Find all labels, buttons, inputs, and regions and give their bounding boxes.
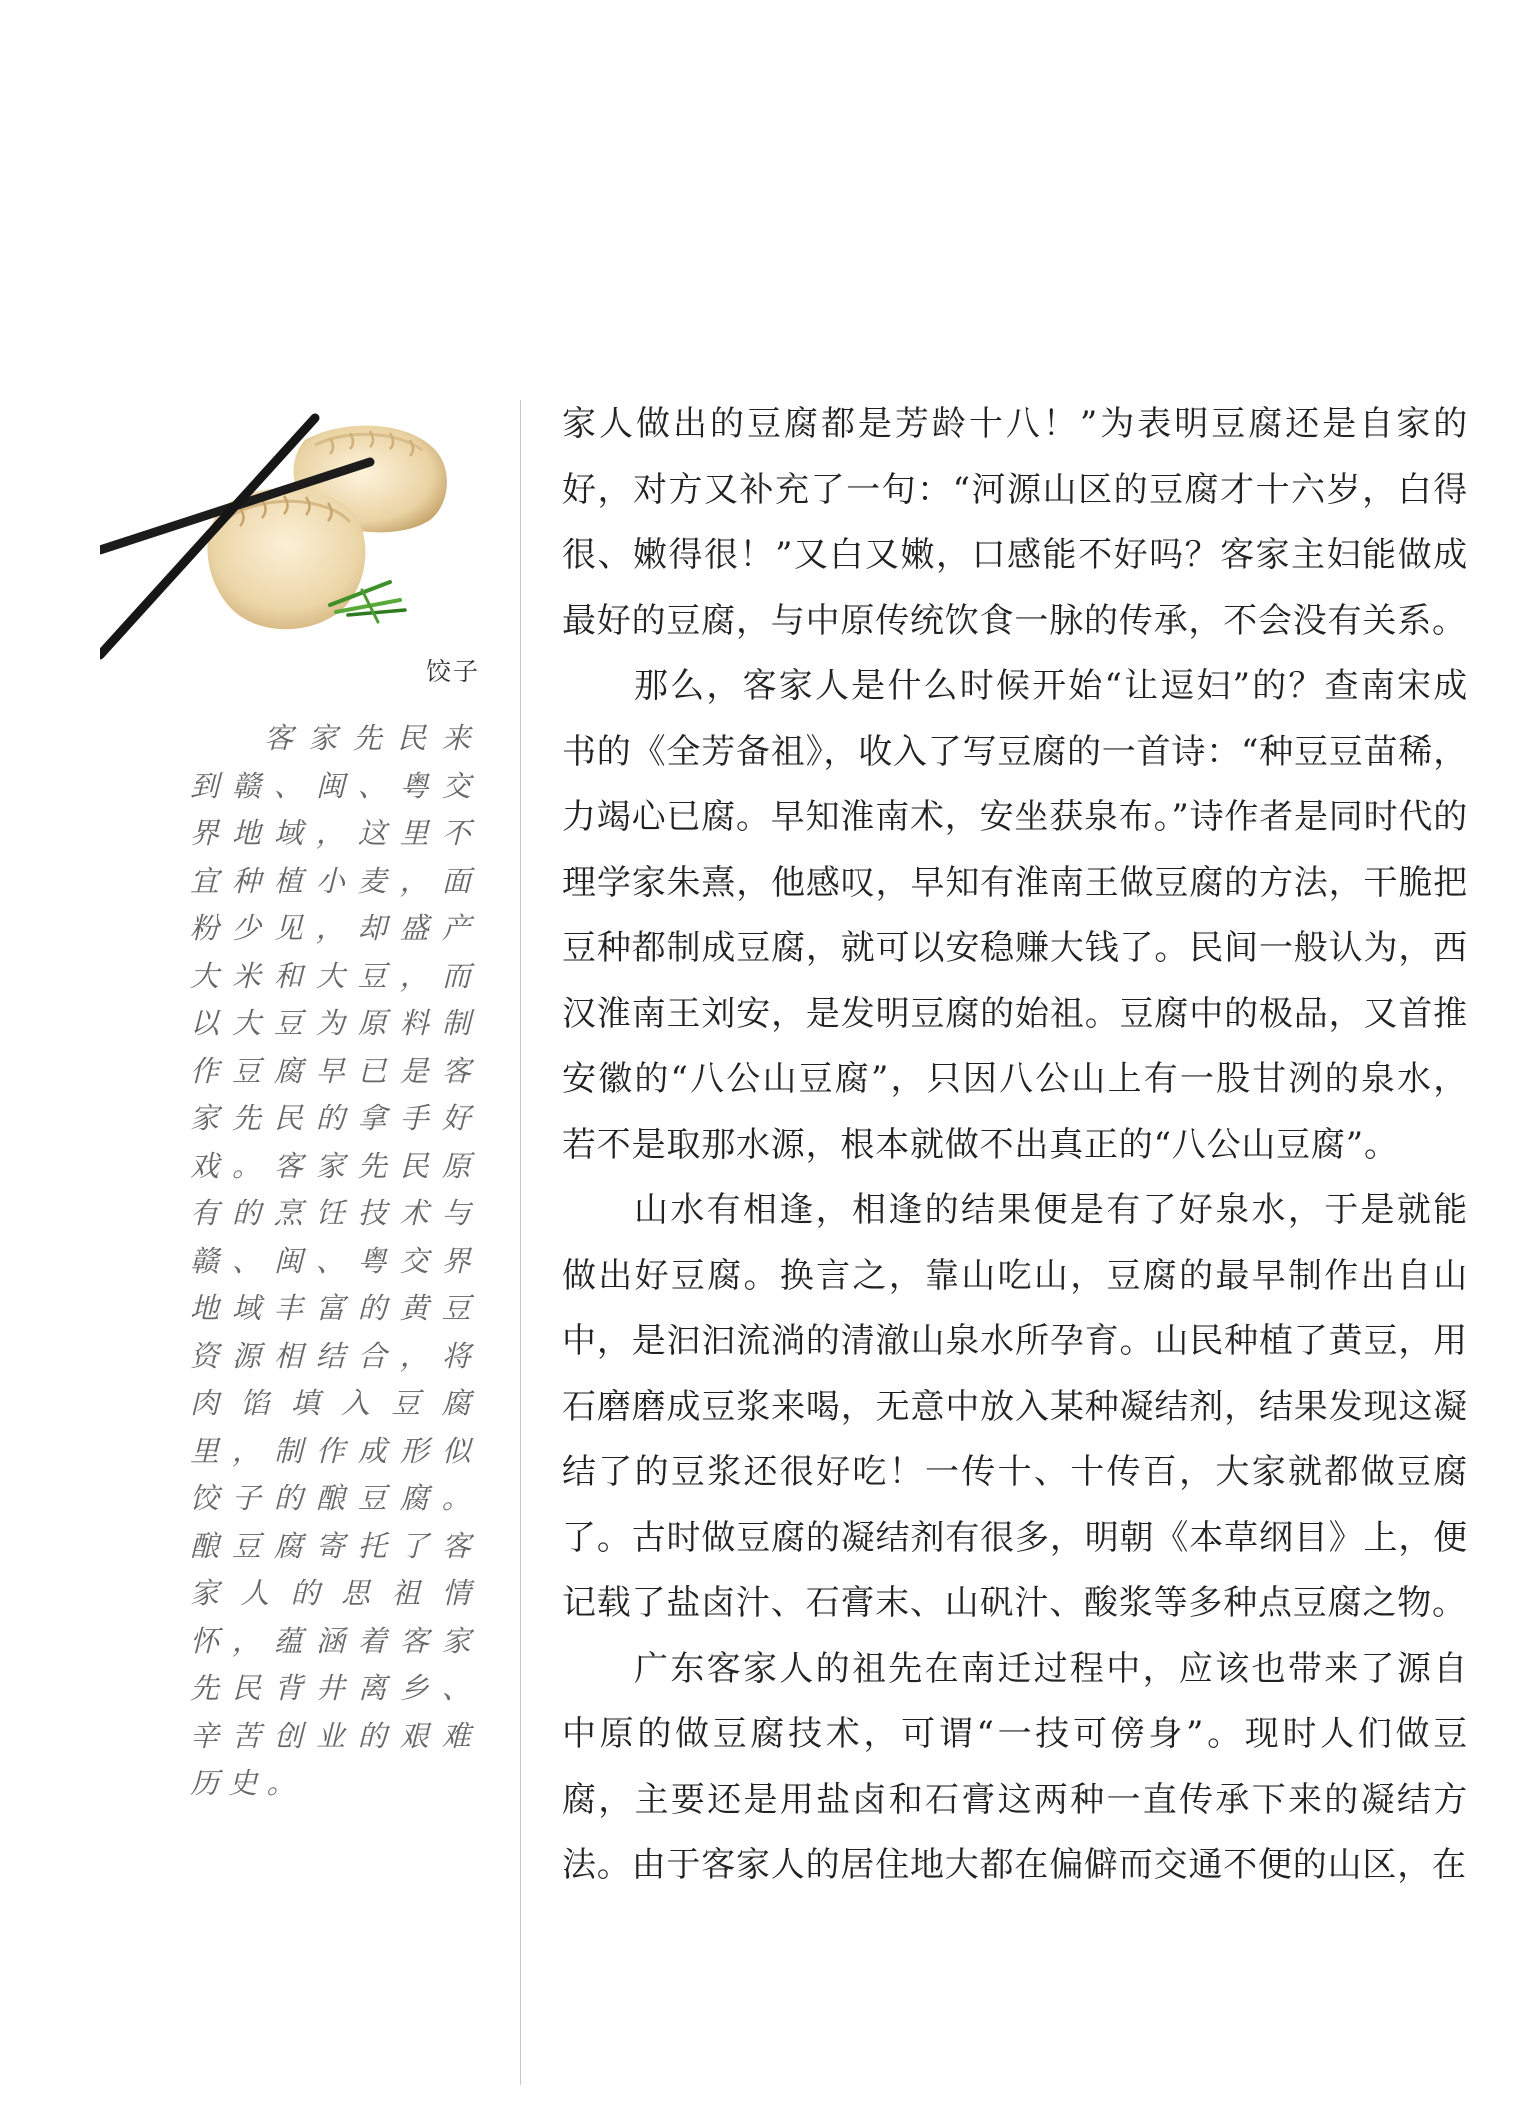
paragraph: 山水有相逢，相逢的结果便是有了好泉水，于是就能做出好豆腐。换言之，靠山吃山，豆腐的最早制作出自山中，是汩汩流淌的清澈山泉水所孕育。山民种植了黄豆，用石磨磨成豆浆来喝，无意中放入某种凝结剂，结果发现这凝结了的豆浆还很好吃！一传十、十传百，大家就都做豆腐了。古时做豆腐的凝结剂有很多，明朝《本草纲目》上，便记载了盐卤汁、石膏末、山矾汁、酸浆等多种点豆腐之物。 bbox=[562, 1190, 1468, 1623]
paragraph: 广东客家人的祖先在南迁过程中，应该也带来了源自中原的做豆腐技术，可谓“一技可傍身”。现时人们做豆腐，主要还是用盐卤和石膏这两种一直传承下来的凝结方法。由于客家人的居住地大都在偏僻而交通不便的山区，在 bbox=[562, 1648, 1468, 1885]
column-divider bbox=[520, 400, 521, 2085]
paragraph: 那么，客家人是什么时候开始“让逗妇”的？查南宋成书的《全芳备祖》，收入了写豆腐的一首诗：“种豆豆苗稀，力竭心已腐。早知淮南术，安坐获泉布。”诗作者是同时代的理学家朱熹，他感叹，早知有淮南王做豆腐的方法，干脆把豆种都制成豆腐，就可以安稳赚大钱了。民间一般认为，西汉淮南王刘安，是发明豆腐的始祖。豆腐中的极品，又首推安徽的“八公山豆腐”，只因八公山上有一股甘洌的泉水，若不是取那水源，根本就做不出真正的“八公山豆腐”。 bbox=[562, 666, 1468, 1165]
dumpling-photo bbox=[100, 400, 480, 686]
sidebar-note: 客家先民来到赣、闽、粤交界地域，这里不宜种植小麦，面粉少见，却盛产大米和大豆，而以大豆为原料制作豆腐早已是客家先民的拿手好戏。客家先民原有的烹饪技术与赣、闽、粤交界地域丰富的黄豆资源相结合，将肉馅填入豆腐里，制作成形似饺子的酿豆腐。酿豆腐寄托了客家人的思祖情怀，蕴涵着客家先民背井离乡、辛苦创业的艰难历史。 bbox=[190, 721, 480, 1800]
paragraph: 家人做出的豆腐都是芳龄十八！”为表明豆腐还是自家的好，对方又补充了一句：“河源山区的豆腐才十六岁，白得很、嫩得很！”又白又嫩，口感能不好吗？客家主妇能做成最好的豆腐，与中原传统饮食一脉的传承，不会没有关系。 bbox=[562, 404, 1468, 641]
photo-caption: 饺子 bbox=[425, 657, 480, 686]
dumpling-illustration bbox=[100, 400, 480, 670]
sidebar bbox=[100, 400, 480, 1800]
main-text bbox=[562, 392, 1468, 1899]
